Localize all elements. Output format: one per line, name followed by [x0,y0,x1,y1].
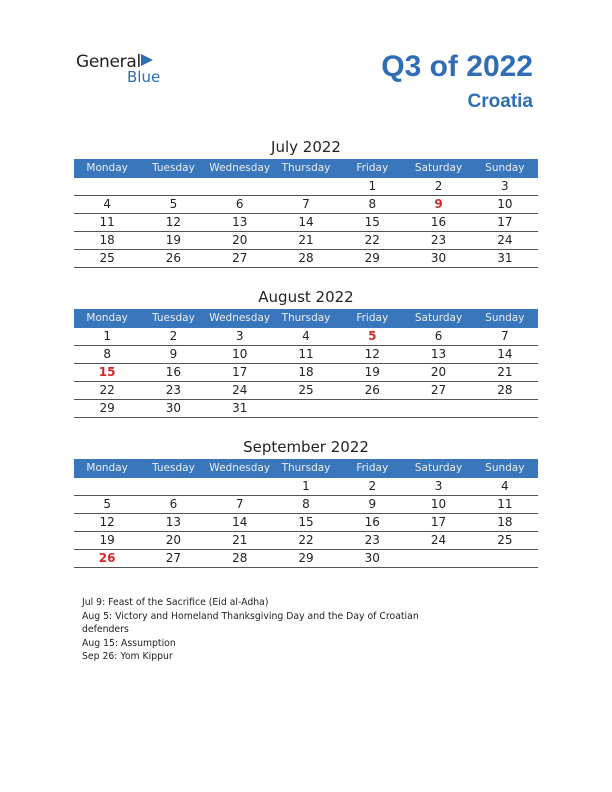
weekday-label: Monday [86,312,128,324]
day-cell: 12 [364,347,380,361]
day-cell [273,178,339,195]
day-cell [207,178,273,195]
weekday-label: Sunday [485,162,525,174]
logo-general-text: General [76,52,141,72]
day-cell: 22 [298,533,314,547]
weekday-label: Friday [356,162,389,174]
day-cell: 16 [430,215,447,229]
day-cell: 28 [497,383,513,397]
day-cell: 24 [497,233,513,247]
day-cell: 1 [302,479,310,493]
month-title: September 2022 [243,438,369,456]
holiday-note: Aug 5: Victory and Homeland Thanksgiving Day and the Day of Croatian defenders [82,610,419,635]
weekday-label: Saturday [414,162,463,174]
day-cell: 23 [165,383,182,397]
day-cell: 17 [232,365,248,379]
weekday-label: Friday [356,312,389,324]
day-cell: 14 [298,215,314,229]
day-cell: 1 [368,179,377,193]
week-row [74,496,538,514]
weekday-label: Saturday [414,462,463,474]
day-cell: 12 [99,515,115,529]
month-august [74,286,538,418]
weekday-label: Sunday [485,312,525,324]
day-cell: 9 [368,497,377,511]
flag-icon [141,54,153,66]
day-cell [207,478,273,495]
day-cell: 3 [434,479,443,493]
week-row [74,328,538,346]
day-cell: 26 [364,383,380,397]
day-cell: 6 [169,497,178,511]
week-row [74,478,538,496]
day-cell: 7 [235,497,244,511]
day-cell: 10 [232,347,248,361]
weekday-label: Tuesday [152,462,195,474]
holiday-notes [82,596,422,664]
logo-blue-text: Blue [127,68,161,86]
day-cell: 23 [430,233,447,247]
day-cell: 30 [165,401,182,415]
holiday-note: Jul 9: Feast of the Sacrifice (Eid al-Adha) [82,597,269,608]
day-cell: 25 [298,383,314,397]
day-cell: 20 [232,233,248,247]
day-cell: 21 [232,533,248,547]
day-cell: 11 [99,215,115,229]
month-september [74,436,538,568]
day-cell: 25 [497,533,513,547]
day-cell: 31 [497,251,513,265]
day-cell: 2 [434,179,443,193]
day-cell [472,550,538,567]
holiday-day-cell: 9 [434,197,443,211]
day-cell: 27 [165,551,182,565]
day-cell: 15 [298,515,314,529]
page-title: Q3 of 2022 [381,50,533,83]
weekday-label: Wednesday [209,462,271,474]
weekday-header [74,309,538,328]
day-cell [74,178,140,195]
day-cell: 30 [430,251,447,265]
day-cell: 8 [103,347,111,361]
weekday-label: Tuesday [152,312,195,324]
day-cell [339,400,405,417]
page-subtitle: Croatia [467,91,533,112]
weekday-label: Thursday [281,462,331,474]
day-cell: 20 [165,533,182,547]
day-cell: 7 [302,197,310,211]
day-cell: 24 [430,533,447,547]
day-cell: 15 [364,215,380,229]
day-cell: 4 [501,479,509,493]
weekday-label: Tuesday [152,162,195,174]
holiday-note: Sep 26: Yom Kippur [82,651,173,662]
weekday-label: Saturday [414,312,463,324]
day-cell [273,400,339,417]
holiday-note: Aug 15: Assumption [82,637,176,649]
week-row [74,382,538,400]
day-cell: 6 [434,329,443,343]
day-cell: 1 [103,329,111,343]
day-cell: 24 [232,383,248,397]
month-july [74,136,538,268]
day-cell: 10 [497,197,513,211]
weekday-label: Monday [86,162,128,174]
day-cell [472,400,538,417]
day-cell: 26 [165,251,182,265]
day-cell: 2 [169,329,178,343]
day-cell: 7 [501,329,509,343]
weekday-label: Thursday [281,162,331,174]
weekday-label: Monday [86,462,128,474]
day-cell: 22 [99,383,115,397]
day-cell: 25 [99,251,115,265]
day-cell: 13 [232,215,248,229]
day-cell: 2 [368,479,377,493]
day-cell [405,550,471,567]
day-cell: 17 [430,515,447,529]
holiday-day-cell: 15 [98,365,116,379]
week-row [74,346,538,364]
day-cell: 18 [99,233,115,247]
day-cell: 8 [302,497,310,511]
week-row [74,514,538,532]
day-cell: 4 [103,197,111,211]
day-cell: 4 [302,329,310,343]
day-cell: 3 [235,329,244,343]
month-title: July 2022 [271,138,341,156]
day-cell: 21 [497,365,513,379]
day-cell: 21 [298,233,314,247]
day-cell: 5 [103,497,111,511]
day-cell: 22 [364,233,380,247]
day-cell: 16 [364,515,380,529]
week-row [74,364,538,382]
week-row [74,400,538,418]
day-cell: 16 [165,365,182,379]
day-cell [140,478,206,495]
day-cell: 19 [99,533,115,547]
calendar-body [74,328,538,418]
day-cell: 10 [430,497,447,511]
calendar-body [74,178,538,268]
day-cell: 30 [364,551,380,565]
day-cell: 18 [497,515,513,529]
day-cell: 12 [165,215,182,229]
day-cell: 23 [364,533,380,547]
day-cell: 28 [232,551,248,565]
day-cell: 19 [364,365,380,379]
day-cell: 8 [368,197,377,211]
day-cell: 20 [430,365,447,379]
day-cell [74,478,140,495]
day-cell: 19 [165,233,182,247]
day-cell [140,178,206,195]
week-row [74,214,538,232]
day-cell: 5 [169,197,178,211]
day-cell: 29 [364,251,380,265]
day-cell: 9 [169,347,178,361]
weekday-header [74,459,538,478]
weekday-label: Sunday [485,462,525,474]
weekday-header [74,159,538,178]
week-row [74,250,538,268]
day-cell: 28 [298,251,314,265]
month-title: August 2022 [258,288,354,306]
day-cell: 29 [298,551,314,565]
week-row [74,550,538,568]
week-row [74,532,538,550]
day-cell: 29 [99,401,115,415]
holiday-day-cell: 26 [98,551,116,565]
day-cell: 3 [501,179,509,193]
day-cell: 27 [430,383,447,397]
day-cell: 11 [298,347,314,361]
day-cell: 17 [497,215,513,229]
weekday-label: Wednesday [209,162,271,174]
day-cell: 13 [165,515,182,529]
holiday-day-cell: 5 [368,329,377,343]
day-cell: 13 [430,347,447,361]
day-cell: 31 [232,401,248,415]
week-row [74,178,538,196]
week-row [74,196,538,214]
day-cell: 27 [232,251,248,265]
weekday-label: Friday [356,462,389,474]
day-cell: 14 [232,515,248,529]
weekday-label: Wednesday [209,312,271,324]
calendar-body [74,478,538,568]
day-cell: 18 [298,365,314,379]
day-cell: 14 [497,347,513,361]
week-row [74,232,538,250]
day-cell [405,400,471,417]
day-cell: 6 [235,197,244,211]
weekday-label: Thursday [281,312,331,324]
day-cell: 11 [497,497,513,511]
